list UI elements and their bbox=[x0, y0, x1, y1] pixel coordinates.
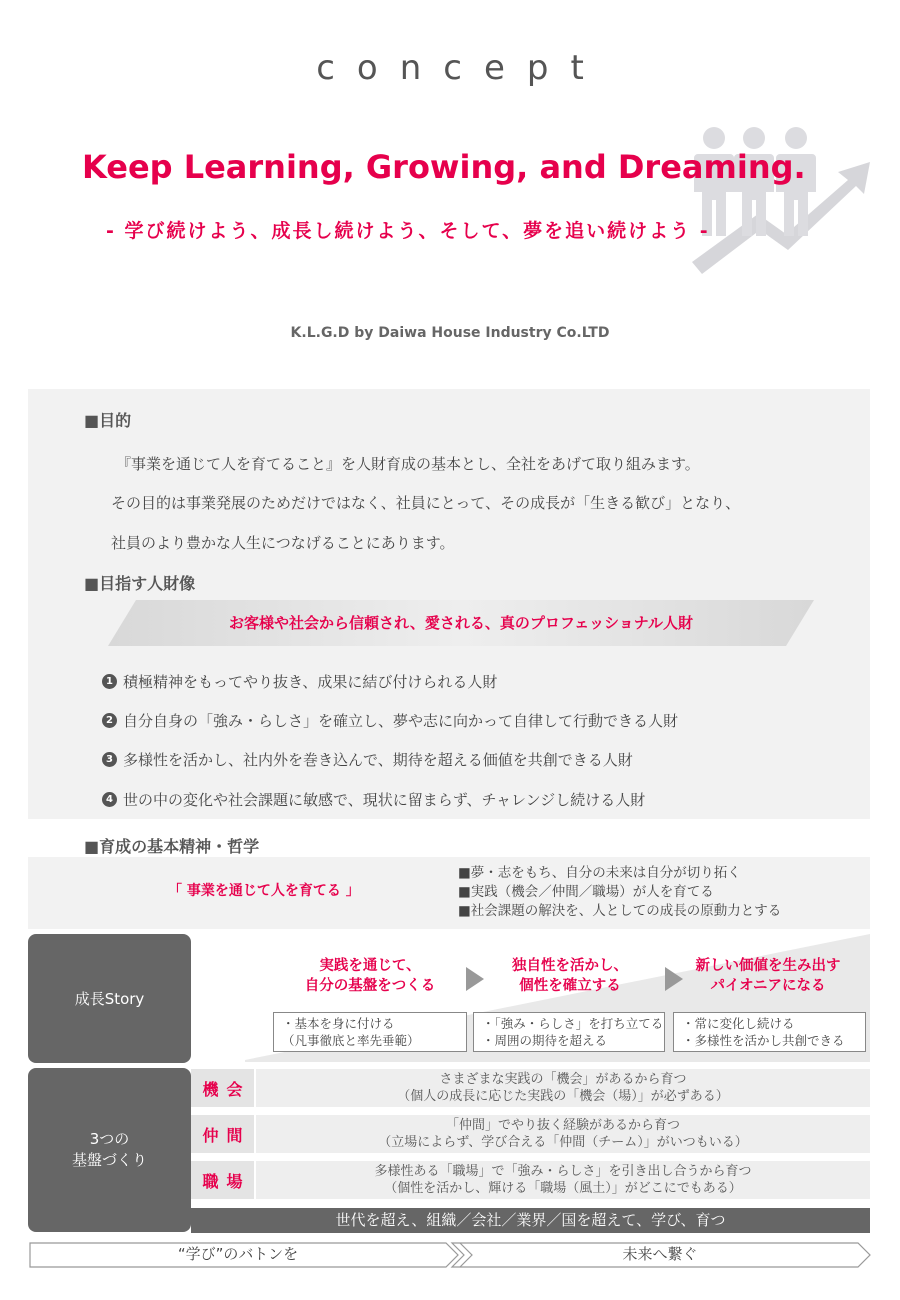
foundation-row-desc: 「仲間」でやり抜く経験があるから育つ （立場によらず、学び合える「仲間（チーム）」がいつもいる） bbox=[256, 1115, 870, 1153]
ideal-item bbox=[102, 789, 645, 810]
purpose-line-1: 『事業を通じて人を育てること』を人財育成の基本とし、全社をあげて取り組みます。 bbox=[116, 455, 700, 473]
philosophy-heading: ■育成の基本精神・哲学 bbox=[84, 837, 260, 856]
ideal-item bbox=[102, 749, 633, 770]
baton-left-text: “学び”のバトンを bbox=[177, 1245, 299, 1263]
people-growth-icon bbox=[688, 122, 878, 277]
purpose-heading: ■目的 bbox=[84, 411, 132, 430]
sub-slogan: - 学び続けよう、成長し続けよう、そして、夢を追い続けよう - bbox=[106, 220, 710, 242]
ideal-item-text: 世の中の変化や社会課題に敏感で、現状に留まらず、チャレンジし続ける人財 bbox=[123, 791, 646, 809]
foundation-label: 3つの 基盤づくり bbox=[28, 1068, 191, 1232]
number-badge: 1 bbox=[102, 674, 117, 689]
growth-story-label: 成長Story bbox=[28, 934, 191, 1063]
ideal-item bbox=[102, 671, 497, 692]
philosophy-bullet: ■夢・志をもち、自分の未来は自分が切り拓く bbox=[458, 865, 741, 881]
number-badge: 4 bbox=[102, 792, 117, 807]
step-arrow-icon bbox=[466, 967, 484, 991]
concept-title: concept bbox=[316, 48, 606, 88]
story-step-box: ・「強み・らしさ」を打ち立てる ・周囲の期待を超える bbox=[473, 1012, 665, 1052]
ideal-item bbox=[102, 710, 678, 731]
ideal-heading: ■目指す人財像 bbox=[84, 574, 196, 593]
foundation-row-label: 職場 bbox=[191, 1161, 254, 1199]
baton-right-text: 未来へ繋ぐ bbox=[622, 1245, 698, 1263]
philosophy-main: 「 事業を通じて人を育てる 」 bbox=[168, 883, 360, 899]
philosophy-bullet: ■実践（機会／仲間／職場）が人を育てる bbox=[458, 884, 714, 900]
story-step-title: 実践を通じて、 自分の基盤をつくる bbox=[304, 958, 436, 994]
story-step-box: ・常に変化し続ける ・多様性を活かし共創できる bbox=[673, 1012, 866, 1052]
slogan: Keep Learning, Growing, and Dreaming. bbox=[82, 148, 806, 186]
foundation-row-desc: さまざまな実践の「機会」があるから育つ （個人の成長に応じた実践の「機会（場）」が必ずある） bbox=[256, 1069, 870, 1107]
story-step-title: 新しい価値を生み出す パイオニアになる bbox=[695, 958, 841, 994]
foundation-band: 世代を超え、組織／会社／業界／国を超えて、学び、育つ bbox=[191, 1208, 870, 1233]
philosophy-bullet: ■社会課題の解決を、人としての成長の原動力とする bbox=[458, 903, 782, 919]
purpose-line-3: 社員のより豊かな人生につなげることにあります。 bbox=[111, 534, 455, 552]
story-step-title: 独自性を活かし、 個性を確立する bbox=[512, 958, 628, 994]
philosophy-bullets bbox=[458, 864, 781, 921]
ideal-item-text: 多様性を活かし、社内外を巻き込んで、期待を超える価値を共創できる人財 bbox=[123, 751, 633, 769]
foundation-row-desc: 多様性ある「職場」で「強み・らしさ」を引き出し合うから育つ （個性を活かし、輝ける「職場（風土）」がどこにでもある） bbox=[256, 1161, 870, 1199]
step-arrow-icon bbox=[665, 967, 683, 991]
foundation-row-label: 仲間 bbox=[191, 1115, 254, 1153]
ideal-item-text: 積極精神をもってやり抜き、成果に結び付けられる人財 bbox=[123, 673, 498, 691]
ideal-item-text: 自分自身の「強み・らしさ」を確立し、夢や志に向かって自律して行動できる人財 bbox=[123, 712, 679, 730]
foundation-row-label: 機会 bbox=[191, 1069, 254, 1107]
story-step-box: ・基本を身に付ける （凡事徹底と率先垂範） bbox=[273, 1012, 467, 1052]
number-badge: 2 bbox=[102, 713, 117, 728]
purpose-line-2: その目的は事業発展のためだけではなく、社員にとって、その成長が「生きる歓び」となり、 bbox=[111, 494, 741, 512]
number-badge: 3 bbox=[102, 752, 117, 767]
ideal-banner-text: お客様や社会から信頼され、愛される、真のプロフェッショナル人財 bbox=[228, 614, 694, 632]
company-name: K.L.G.D by Daiwa House Industry Co.LTD bbox=[290, 325, 610, 341]
